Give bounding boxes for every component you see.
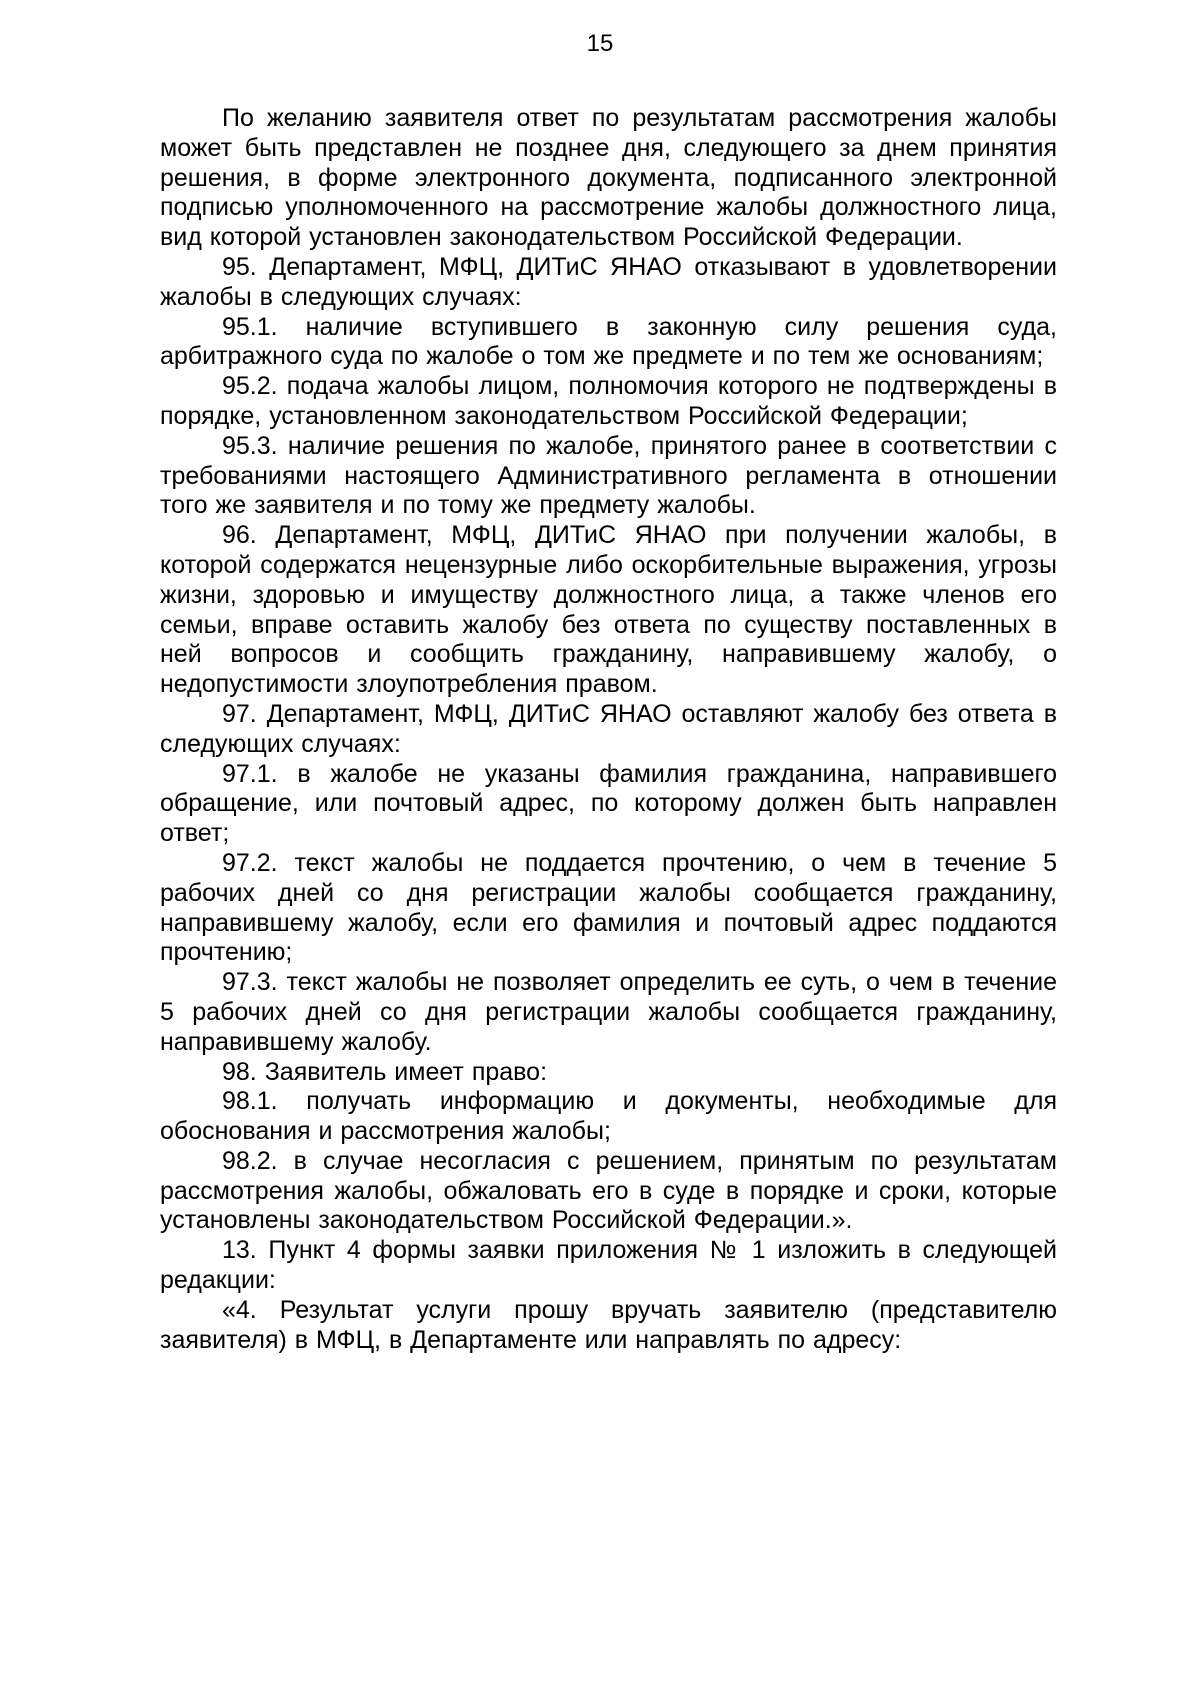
paragraph: 98. Заявитель имеет право: (222, 1057, 548, 1086)
paragraph: 95.3. наличие решения по жалобе, принятого ранее в соответствии с требованиями настоящего Административного регламента в отношении того же заявителя и по тому же предмету жалобы. (160, 431, 1057, 520)
paragraph: По желанию заявителя ответ по результатам рассмотрения жалобы может быть представлен не позднее дня, следующего за днем принятия решения, в форме электронного документа, подписанного электронной подписью уполномоченного на рассмотрение жалобы должностного лица, вид которой установлен законодательством Российской Федерации. (160, 104, 1057, 252)
paragraph: 97.2. текст жалобы не поддается прочтению, о чем в течение 5 рабочих дней со дня регистрации жалобы сообщается гражданину, направившему жалобу, если его фамилия и почтовый адрес поддаются прочтению; (160, 848, 1057, 967)
paragraph: 97.3. текст жалобы не позволяет определить ее суть, о чем в течение 5 рабочих дней со дня регистрации жалобы сообщается гражданину, направившему жалобу. (160, 968, 1057, 1056)
paragraph: 13. Пункт 4 формы заявки приложения № 1 изложить в следующей редакции: (160, 1236, 1057, 1295)
document-body (160, 104, 1057, 1355)
paragraph: 95.1. наличие вступившего в законную силу решения суда, арбитражного суда по жалобе о том же предмете и по тем же основаниям; (160, 312, 1057, 371)
paragraph: 97. Департамент, МФЦ, ДИТиС ЯНАО оставляют жалобу без ответа в следующих случаях: (160, 699, 1057, 758)
paragraph: 96. Департамент, МФЦ, ДИТиС ЯНАО при получении жалобы, в которой содержатся нецензурные либо оскорбительные выражения, угрозы жизни, здоровью и имуществу должностного лица, а также членов его семьи, вправе оставить жалобу без ответа по существу поставленных в ней вопросов и сообщить гражданину, направившему жалобу, о недопустимости злоупотребления правом. (160, 521, 1057, 699)
paragraph: 98.1. получать информацию и документы, необходимые для обоснования и рассмотрения жалобы; (160, 1087, 1057, 1146)
paragraph: 95.2. подача жалобы лицом, полномочия которого не подтверждены в порядке, установленном законодательством Российской Федерации; (160, 372, 1057, 430)
paragraph: 95. Департамент, МФЦ, ДИТиС ЯНАО отказывают в удовлетворении жалобы в следующих случаях: (160, 252, 1057, 311)
page-number: 15 (586, 30, 614, 57)
paragraph: 97.1. в жалобе не указаны фамилия гражданина, направившего обращение, или почтовый адрес, по которому должен быть направлен ответ; (160, 759, 1057, 848)
paragraph: 98.2. в случае несогласия с решением, принятым по результатам рассмотрения жалобы, обжаловать его в суде в порядке и сроки, которые установлены законодательством Российской Федерации.». (160, 1146, 1057, 1235)
paragraph: «4. Результат услуги прошу вручать заявителю (представителю заявителя) в МФЦ, в Департаменте или направлять по адресу: (160, 1295, 1057, 1354)
